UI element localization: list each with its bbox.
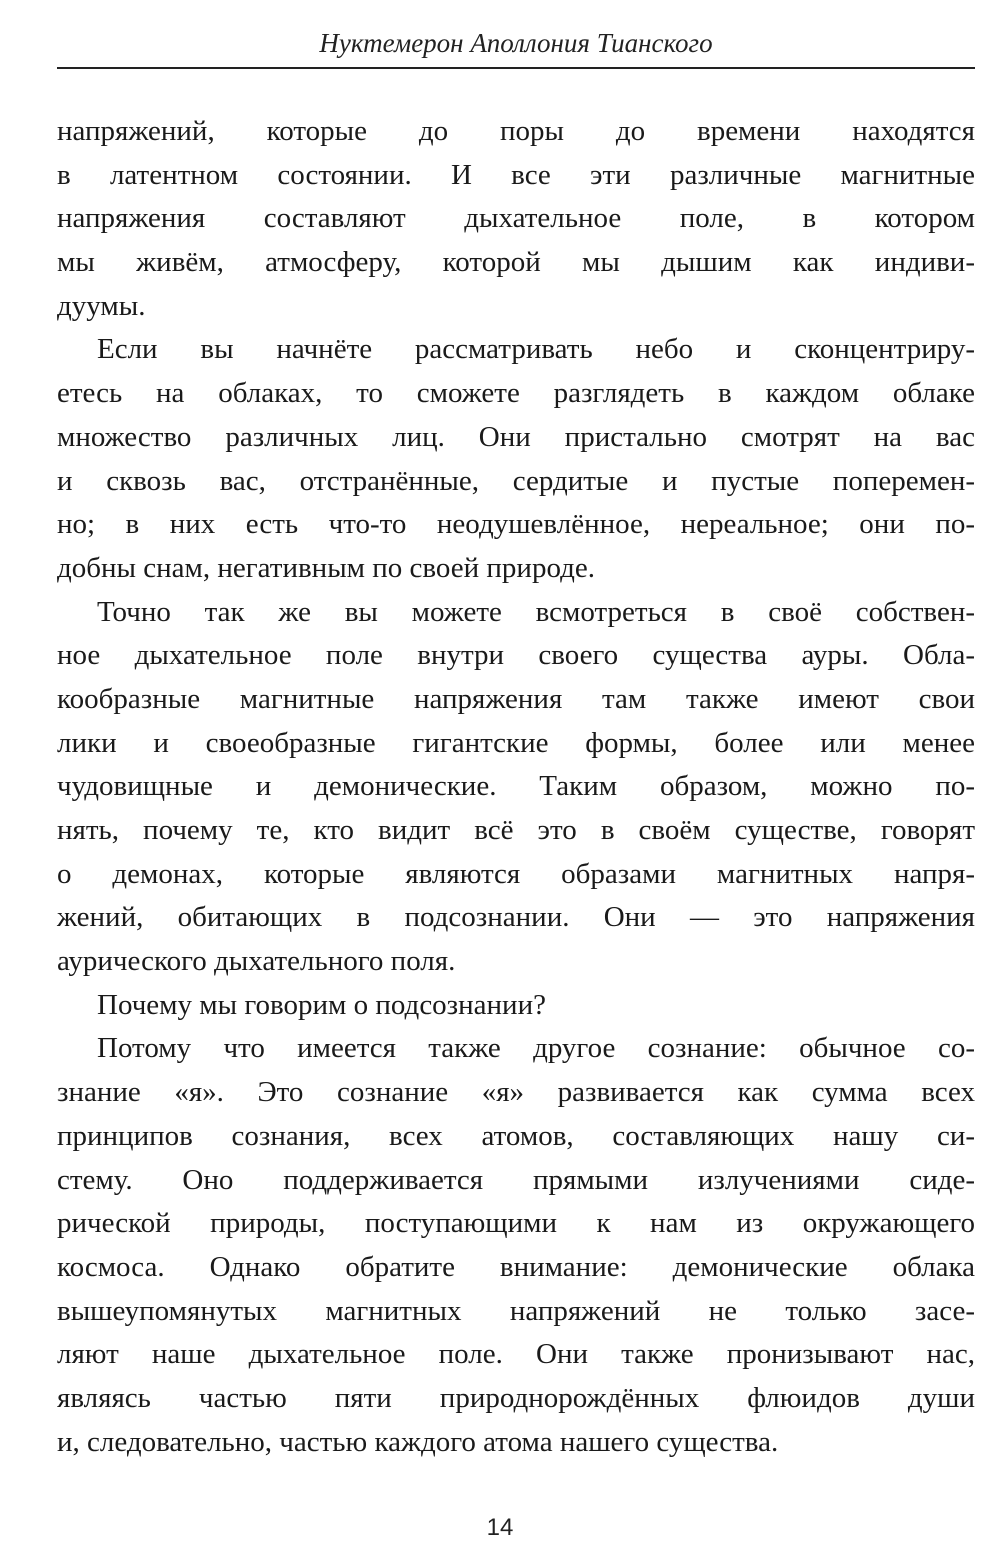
running-header: Нуктемерон Аполлония Тианского (319, 28, 713, 58)
text-line: мы живём, атмосферу, которой мы дышим как индиви- (57, 246, 975, 279)
text-line: жений, обитающих в подсознании. Они — это напряжения (57, 901, 975, 934)
text-line: являясь частью пяти природнорождённых флюидов души (57, 1381, 975, 1414)
text-line: в латентном состоянии. И все эти различные магнитные (57, 158, 975, 191)
paragraph (57, 110, 975, 328)
page-number: 14 (486, 1514, 514, 1541)
text-line: но; в них есть что-то неодушевлённое, нереальное; они по- (57, 508, 975, 541)
text-line: ное дыхательное поле внутри своего существа ауры. Обла- (57, 639, 975, 672)
text-line: и, следовательно, частью каждого атома нашего существа. (57, 1425, 779, 1458)
paragraph (57, 984, 975, 1028)
text-line: Точно так же вы можете всмотреться в своё собствен- (97, 595, 975, 628)
text-line: ляют наше дыхательное поле. Они также пронизывают нас, (57, 1338, 975, 1371)
text-line: лики и своеобразные гигантские формы, более или менее (57, 726, 975, 759)
text-line: напряжений, которые до поры до времени находятся (57, 115, 975, 147)
text-line: Если вы начнёте рассматривать небо и сконцентриру- (97, 333, 975, 366)
text-line: рической природы, поступающими к нам из окружающего (57, 1207, 975, 1240)
text-line: Потому что имеется также другое сознание: обычное со- (97, 1032, 975, 1065)
text-line: множество различных лиц. Они пристально смотрят на вас (57, 420, 975, 453)
header-rule (57, 67, 975, 69)
paragraph (57, 1027, 975, 1464)
text-line: кообразные магнитные напряжения там также имеют свои (57, 682, 975, 715)
text-line: космоса. Однако обратите внимание: демонические облака (57, 1250, 975, 1283)
text-line: аурического дыхательного поля. (57, 945, 456, 978)
text-line: дуумы. (57, 289, 146, 322)
text-line: напряжения составляют дыхательное поле, в котором (57, 202, 975, 235)
paragraph (57, 591, 975, 984)
text-line: вышеупомянутых магнитных напряжений не только засе- (57, 1294, 975, 1327)
text-line: стему. Оно поддерживается прямыми излучениями сиде- (57, 1163, 975, 1196)
text-line: чудовищные и демонические. Таким образом, можно по- (57, 770, 975, 803)
text-line: и сквозь вас, отстранённые, сердитые и пустые поперемен- (57, 464, 975, 497)
text-line: добны снам, негативным по своей природе. (57, 551, 595, 584)
text-line: етесь на облаках, то сможете разглядеть в каждом облаке (57, 377, 975, 410)
text-line: знание «я». Это сознание «я» развивается как сумма всех (57, 1076, 975, 1109)
paragraph (57, 328, 975, 590)
text-line: Почему мы говорим о подсознании? (97, 988, 546, 1021)
text-line: о демонах, которые являются образами магнитных напря- (57, 857, 975, 890)
body-text (57, 110, 975, 1464)
text-line: нять, почему те, кто видит всё это в своём существе, говорят (57, 814, 975, 846)
text-line: принципов сознания, всех атомов, составляющих нашу си- (57, 1119, 975, 1152)
